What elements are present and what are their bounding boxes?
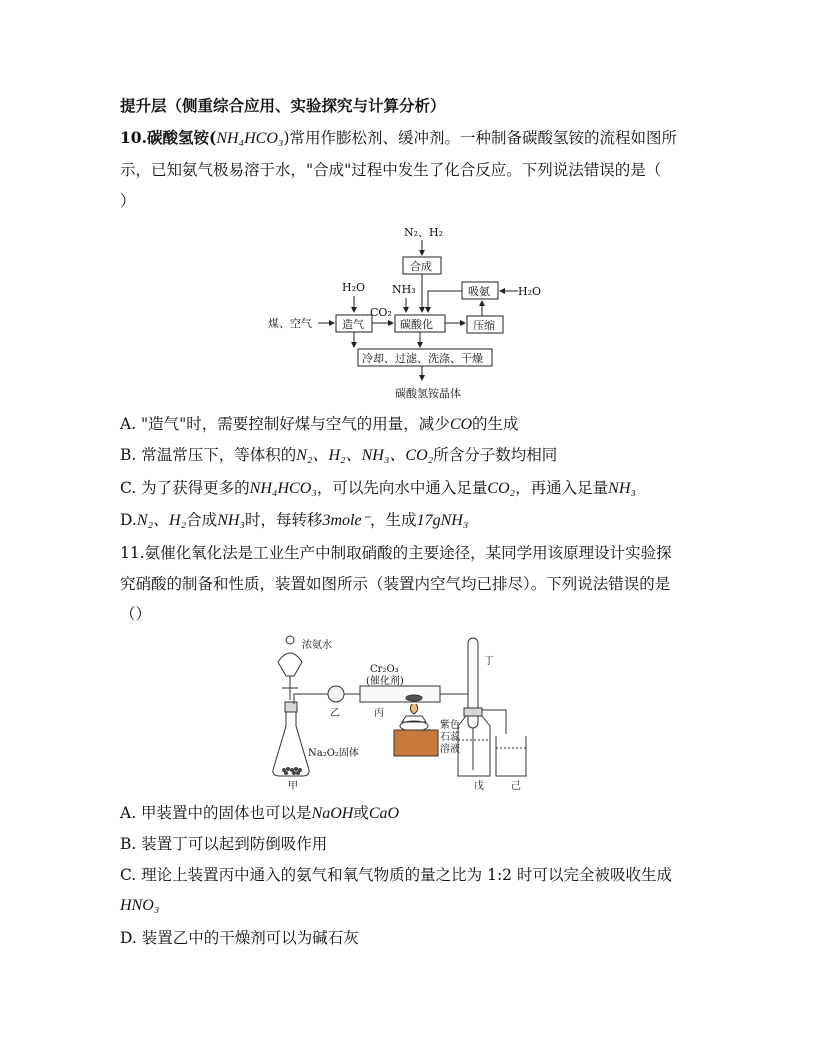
flow-n2h2-label: N₂、H₂	[404, 226, 444, 239]
q11-option-c: C. 理论上装置丙中通入的氨气和氧气物质的量之比为 1:2 时可以完全被吸收生成	[120, 866, 672, 884]
flow-cool-label: 冷却、过滤、洗涤、干燥	[362, 352, 483, 365]
flow-h2o-top-label: H₂O	[342, 281, 366, 294]
q10-option-a-text: A. "造气"时，需要控制好煤与空气的用量，减少	[120, 415, 450, 433]
q11-option-a-text2: 或	[353, 804, 369, 822]
q10-option-d-formula1: N₂、H₂	[136, 512, 187, 529]
label-litmus-2: 石蕊	[440, 732, 460, 743]
q10-option-c-formula2: CO₂	[487, 480, 516, 497]
flow-tansuanhua-label: 碳酸化	[400, 318, 433, 331]
q10-formula: NH₄HCO₃	[216, 130, 284, 147]
q10-option-d-text3: 时，每转移	[244, 511, 323, 529]
q10-flow-diagram	[260, 222, 550, 402]
q11-option-a-formula2: CaO	[368, 805, 400, 822]
flow-hecheng-label: 合成	[410, 260, 432, 273]
flow-product-label: 碳酸氢铵晶体	[395, 387, 461, 400]
flow-yasuo-label: 压缩	[473, 319, 495, 332]
q10-option-d-text: D.	[120, 511, 137, 529]
q11-stem-line1: 11.氨催化氧化法是工业生产中制取硝酸的主要途径，某同学用该原理设计实验探	[120, 544, 672, 562]
label-ji: 己	[511, 781, 521, 792]
q10-option-d	[120, 510, 468, 531]
flow-h2o-right-label: H₂O	[518, 285, 542, 298]
q10-option-d-text4: ，生成	[370, 511, 417, 529]
q10-stem-line2: 示，已知氨气极易溶于水，"合成"过程中发生了化合反应。下列说法错误的是（	[120, 161, 662, 179]
label-wu: 戊	[474, 781, 484, 792]
q10-option-c-formula1: NH₄HCO₃	[249, 480, 317, 497]
q11-option-d: D. 装置乙中的干燥剂可以为碱石灰	[120, 929, 359, 947]
label-ding: 丁	[484, 656, 494, 667]
label-litmus-1: 紫色	[440, 720, 460, 731]
label-catalyst: (催化剂)	[366, 676, 404, 687]
flow-xian-label: 吸氨	[468, 285, 490, 298]
label-na2o2: Na₂O₂固体	[308, 748, 359, 759]
label-catalyst-formula: Cr₂O₃	[370, 664, 399, 675]
label-yi: 乙	[330, 708, 340, 719]
label-jia: 甲	[288, 781, 298, 792]
q11-stem-line3: （）	[120, 605, 152, 623]
q10-option-d-formula4: 17gNH₃	[416, 512, 469, 529]
q10-option-c-text3: ，再通入足量	[515, 479, 609, 497]
q11-apparatus-diagram	[268, 630, 554, 795]
q10-option-b-tail: 所含分子数均相同	[433, 446, 558, 464]
q11-option-a-formula1: NaOH	[311, 805, 354, 822]
q11-option-b: B. 装置丁可以起到防倒吸作用	[120, 835, 328, 853]
q10-option-a-formula: CO	[449, 416, 473, 433]
q10-option-c-formula3: NH₃	[608, 480, 636, 497]
flow-co2-label: CO₂	[370, 306, 392, 319]
flow-zaoqi-label: 造气	[342, 318, 364, 331]
flow-coal-air-label: 煤、空气	[268, 317, 312, 330]
q10-option-d-formula2: NH₃	[217, 512, 245, 529]
q11-stem-line2: 究硝酸的制备和性质，装置如图所示（装置内空气均已排尽）。下列说法错误的是	[120, 575, 671, 593]
flow-nh3-label: NH₃	[392, 283, 416, 296]
q10-option-c-text2: ，可以先向水中通入足量	[316, 479, 488, 497]
q10-stem-text-b: )常用作膨松剂、缓冲剂。一种制备碳酸氢铵的流程如图所	[283, 129, 678, 147]
q10-option-a	[120, 414, 519, 435]
q10-option-b-formula: N₂、H₂、NH₃、CO₂	[296, 447, 434, 464]
q10-option-c	[120, 478, 636, 499]
q10-stem-line1	[120, 128, 677, 149]
label-bing: 丙	[374, 708, 384, 719]
q11-option-c-formula: HNO₃	[120, 897, 160, 914]
section-title: 提升层（侧重综合应用、实验探究与计算分析）	[120, 96, 446, 115]
q11-option-a	[120, 803, 399, 824]
q10-option-d-text2: 合成	[186, 511, 218, 529]
q10-option-c-text: C. 为了获得更多的	[120, 479, 250, 497]
label-ammonia: 浓氨水	[302, 640, 332, 651]
q10-option-b	[120, 445, 557, 466]
q10-option-a-tail: 的生成	[472, 415, 519, 433]
q10-option-b-text: B. 常温常压下，等体积的	[120, 446, 297, 464]
label-litmus-3: 溶液	[440, 744, 460, 755]
q10-option-d-formula3: 3mole⁻	[322, 512, 371, 529]
q10-stem-text-a: 10.碳酸氢铵(	[120, 128, 217, 147]
q10-stem-line3: ）	[120, 192, 136, 210]
q11-option-a-text: A. 甲装置中的固体也可以是	[120, 804, 312, 822]
